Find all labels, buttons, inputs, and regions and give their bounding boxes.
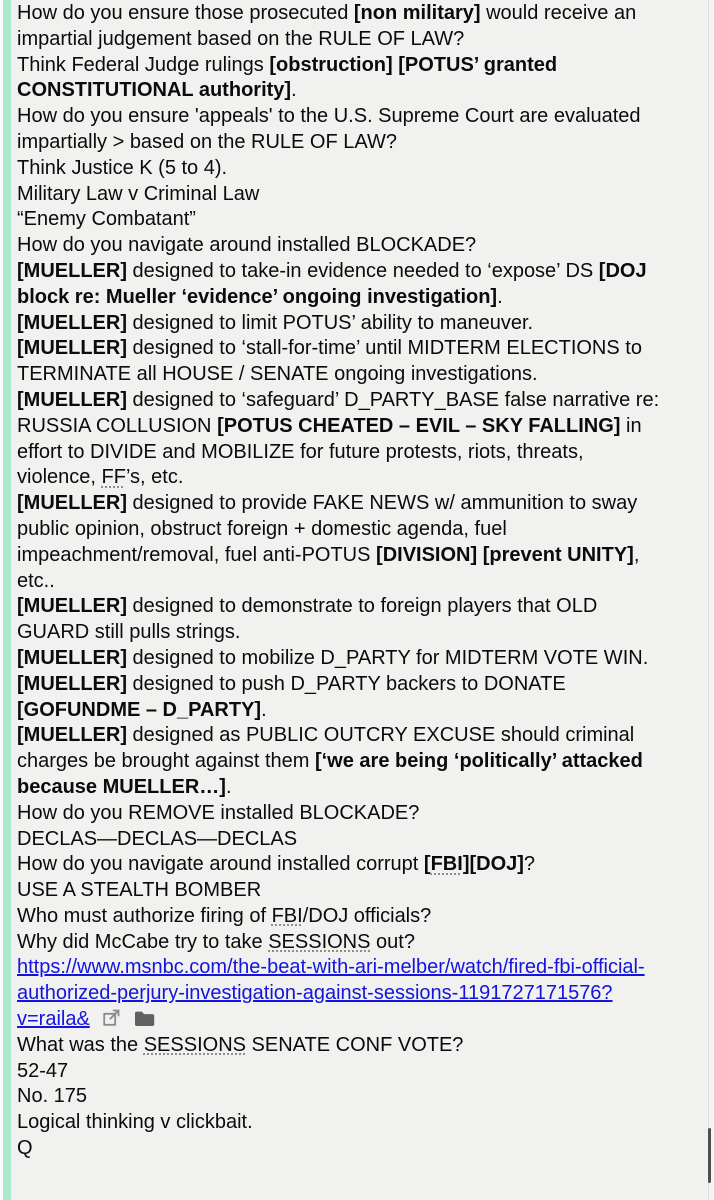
text-run: DECLAS—DECLAS—DECLAS [17,827,298,850]
text-run: How do you navigate around installed BLOCKADE? [17,234,477,257]
text-run: Think Justice K (5 to 4). [17,156,228,179]
post-line [17,156,662,182]
post-line [17,878,662,904]
text-run: designed to limit POTUS’ ability to maneuver. [126,311,534,334]
text-run: FBI [271,904,303,927]
text-run: [obstruction] [POTUS’ granted CONSTITUTIONAL authority] [17,53,558,102]
scrollbar-thumb[interactable] [708,1128,711,1183]
post-line [17,259,662,311]
text-run: designed to provide FAKE NEWS w/ ammunition to sway public opinion, obstruct foreign + domestic agenda, fuel impeachment/removal, fuel anti-POTUS [17,492,638,566]
text-run: FF [101,466,126,489]
text-run: designed to take-in evidence needed to ‘expose’ DS [126,259,599,282]
text-run: designed to push D_PARTY backers to DONATE [126,672,566,695]
post-line [17,491,662,594]
text-run: No. 175 [17,1085,88,1108]
text-run: designed to ‘stall-for-time’ until MIDTERM ELECTIONS to TERMINATE all HOUSE / SENATE ongoing investigations. [17,337,642,386]
article-link[interactable]: https://www.msnbc.com/the-beat-with-ari-melber/watch/fired-fbi-official-authorized-perjury-investigation-against-sessions-1191727171576?v=raila& [17,956,645,1031]
text-run: 52-47 [17,1059,69,1082]
left-border-accent [3,0,11,1200]
text-run: . [497,285,503,308]
text-run: designed to mobilize D_PARTY for MIDTERM VOTE WIN. [126,646,649,669]
scrollbar-track[interactable] [708,0,714,1200]
text-run: [MUELLER] [17,337,127,360]
post-line [17,1136,662,1162]
text-run: [MUELLER] [17,724,127,747]
post-line [17,672,662,724]
text-run: . [225,775,232,798]
text-run: ][DOJ] [462,853,524,876]
post-line [17,104,662,156]
text-run: FBI [430,853,463,876]
text-run: [non military] [353,2,481,24]
text-run: ’s, etc. [125,466,184,489]
text-run: Why did McCabe try to take [17,930,269,953]
text-run: designed as PUBLIC OUTCRY EXCUSE should criminal charges be brought against them [17,724,635,773]
text-run: [DIVISION] [prevent UNITY] [376,543,634,566]
text-run: Military Law v Criminal Law [17,182,260,205]
post-line [17,1033,662,1059]
text-run: How do you ensure those prosecuted [17,2,354,24]
text-run: How do you navigate around installed corrupt [17,853,424,876]
text-run: Who must authorize firing of [17,904,272,927]
post-line [17,182,662,208]
text-run: Think Federal Judge rulings [17,53,270,76]
text-run: . [291,79,297,102]
text-run: would receive an impartial judgement based on the RULE OF LAW? [17,2,637,50]
external-link-icon[interactable] [102,1008,121,1027]
text-run: SENATE CONF VOTE? [245,1033,464,1056]
text-run: Q [17,1137,33,1160]
text-run: [POTUS CHEATED – EVIL – SKY FALLING] [217,414,621,437]
text-run: Logical thinking v clickbait. [17,1111,253,1134]
text-run: [DOJ block re: Mueller ‘evidence’ ongoing investigation] [17,259,647,308]
post-line [17,801,662,827]
post-line [17,594,662,646]
folder-icon[interactable] [134,1010,155,1027]
post-line [17,388,662,491]
text-run: , etc.. [17,543,640,592]
text-run: [MUELLER] [17,492,127,515]
post-line [17,336,662,388]
text-run: designed to ‘safeguard’ D_PARTY_BASE false narrative re: RUSSIA COLLUSION [17,388,660,437]
text-run: [MUELLER] [17,595,127,618]
post-line [17,1084,662,1110]
post-line [17,207,662,233]
post-line [17,646,662,672]
post-line [17,827,662,853]
post-line [17,852,662,878]
text-run: How do you REMOVE installed BLOCKADE? [17,801,420,824]
text-run: How do you ensure 'appeals' to the U.S. Supreme Court are evaluated impartially > based on the RULE OF LAW? [17,105,641,153]
text-run: USE A STEALTH BOMBER [17,879,262,902]
post-line [17,233,662,259]
text-run: . [261,698,267,721]
post-line [17,955,662,1032]
text-run: designed to demonstrate to foreign players that OLD GUARD still pulls strings. [17,595,598,644]
text-run: [MUELLER] [17,672,127,695]
text-run: out? [370,930,415,953]
text-run: [ [423,853,431,876]
text-run: “Enemy Combatant” [17,208,196,231]
text-run: [MUELLER] [17,311,127,334]
post-line [17,1110,662,1136]
text-run: SESSIONS [143,1033,246,1056]
text-run: in effort to DIVIDE and MOBILIZE for future protests, riots, threats, violence, [17,414,642,489]
post-line [17,53,662,105]
text-run: ? [523,853,536,876]
text-run: SESSIONS [268,930,371,953]
text-run: [‘we are being ‘politically’ attacked because MUELLER…] [17,750,643,798]
text-run: [GOFUNDME – D_PARTY] [17,698,262,721]
post-line [17,311,662,337]
text-run: [MUELLER] [17,388,127,411]
text-run: [MUELLER] [17,646,127,669]
post-line [17,723,662,800]
post-line [17,904,662,930]
post-line [17,930,662,956]
post-line [17,1,662,53]
text-run: What was the [17,1033,144,1056]
post-line [17,1059,662,1085]
post-body [17,1,662,1162]
text-run: [MUELLER] [17,259,127,282]
text-run: /DOJ officials? [302,904,432,927]
